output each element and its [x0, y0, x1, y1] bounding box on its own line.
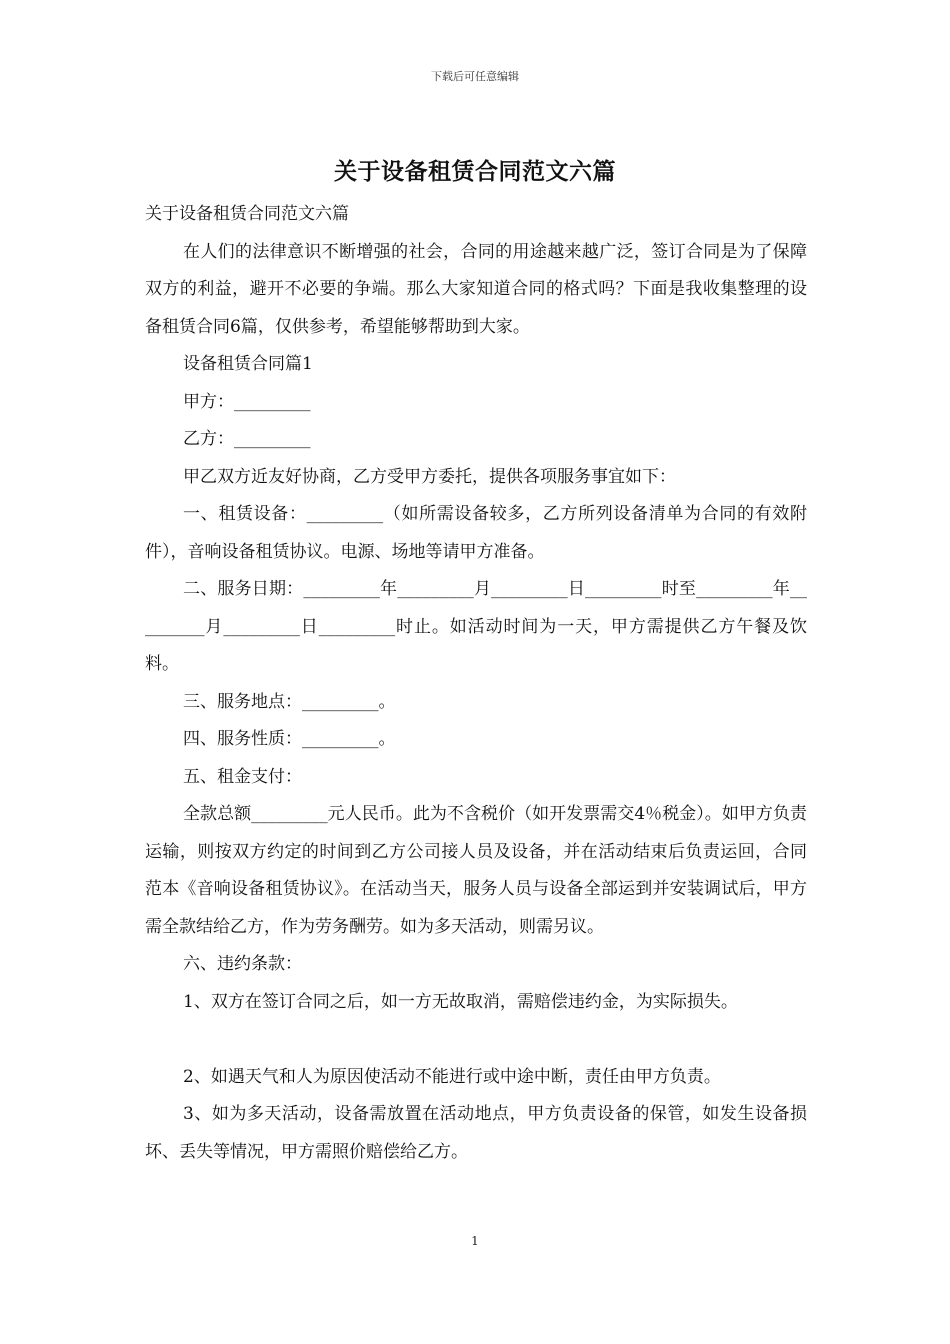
clause-rent-payment: 五、租金支付：: [183, 766, 302, 787]
breach-item-1: 1、双方在签订合同之后，如一方无故取消，需赔偿违约金，为实际损失。: [183, 991, 738, 1012]
clause-breach: 六、违约条款：: [183, 954, 302, 974]
document-title: 关于设备租赁合同范文六篇: [334, 158, 616, 185]
payment-details: 全款总额_________元人民币。此为不含税价（如开发票需交4％税金）。如甲方负责运输，则按双方约定的时间到乙方公司接人员及设备，并在活动结束后负责运回，合同范本《音响设备租赁协议》。在活动当天，服务人员与设备全部运到并安装调试后，甲方需全款结给乙方，作为劳务酬劳。如为多天活动，则需另议。: [145, 804, 807, 937]
agreement-intro: 甲乙双方近友好协商，乙方受甲方委托，提供各项服务事宜如下：: [183, 466, 676, 487]
header-note: 下载后可任意编辑: [431, 70, 519, 83]
clause-equipment: 一、租赁设备：_________（如所需设备较多，乙方所列设备清单为合同的有效附件），音响设备租赁协议。电源、场地等请甲方准备。: [145, 504, 807, 562]
clause-service-nature: 四、服务性质：_________。: [183, 729, 396, 749]
clause-service-location: 三、服务地点：_________。: [183, 691, 396, 712]
party-a-line: 甲方：_________: [183, 391, 311, 412]
intro-paragraph: 在人们的法律意识不断增强的社会，合同的用途越来越广泛，签订合同是为了保障双方的利益，避开不必要的争端。那么大家知道合同的格式吗？下面是我收集整理的设备租赁合同6篇，仅供参考，希望能够帮助到大家。: [145, 241, 807, 337]
section-heading-contract-1: 设备租赁合同篇1: [183, 354, 313, 374]
document-body: [145, 196, 807, 1171]
page-number: 1: [471, 1234, 479, 1248]
subtitle-paragraph: 关于设备租赁合同范文六篇: [145, 204, 349, 224]
breach-item-3: 3、如为多天活动，设备需放置在活动地点，甲方负责设备的保管，如发生设备损坏、丢失等情况，甲方需照价赔偿给乙方。: [145, 1104, 807, 1162]
party-b-line: 乙方：_________: [183, 429, 311, 449]
clause-service-date: 二、服务日期：_________年_________月_________日_________时至_________年_________月_________日_________时止。如活动时间为一天，甲方需提供乙方午餐及饮料。: [145, 579, 807, 674]
breach-item-2: 2、如遇天气和人为原因使活动不能进行或中途中断，责任由甲方负责。: [183, 1066, 721, 1087]
